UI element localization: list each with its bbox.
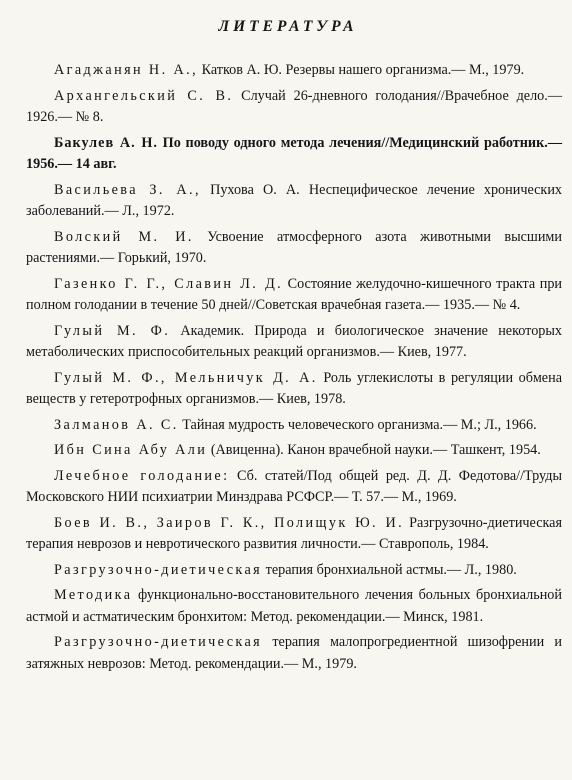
reference-author: Бакулев А. Н. xyxy=(54,134,158,151)
reference-text: Состояние желудочно-кишечного тракта при полном голодании в течение 50 дней//Советская врачебная газета.— 1935.— № 4. xyxy=(26,275,563,313)
reference-entry xyxy=(26,227,562,270)
reference-author: Залманов А. С. xyxy=(54,416,179,433)
reference-text: (Авиценна). Канон врачебной науки.— Ташкент, 1954. xyxy=(207,442,541,458)
reference-text: Усвоение атмосферного азота животными высшими растениями.— Горький, 1970. xyxy=(26,228,562,266)
reference-entry xyxy=(26,585,562,628)
reference-entry xyxy=(26,274,562,317)
reference-author: Ибн Сина Абу Али xyxy=(54,442,208,458)
reference-entry xyxy=(26,466,562,509)
reference-author: Разгрузочно-диетическая xyxy=(54,561,263,578)
reference-author: Волский М. И. xyxy=(54,228,194,245)
reference-text: терапия бронхиальной астмы.— Л., 1980. xyxy=(262,561,517,578)
reference-entry xyxy=(26,632,562,675)
reference-list xyxy=(26,60,562,675)
reference-entry xyxy=(26,415,562,437)
reference-author: Боев И. В., Заиров Г. К., Полищук Ю. И. xyxy=(54,514,405,531)
section-heading: ЛИТЕРАТУРА xyxy=(218,18,358,35)
reference-text: терапия малопрогредиентной шизофрении и затяжных неврозов: Метод. рекомендации.— М., 1979. xyxy=(26,634,562,672)
reference-entry xyxy=(26,180,562,223)
reference-entry xyxy=(26,440,562,462)
reference-entry xyxy=(26,60,562,82)
reference-entry xyxy=(26,321,562,364)
reference-author: Гулый М. Ф. xyxy=(54,322,171,339)
reference-text: Роль углекислоты в регуляции обмена веществ у гетеротрофных организмов.— Киев, 1978. xyxy=(26,369,562,407)
reference-author: Васильева З. А., xyxy=(54,181,201,198)
reference-author: Лечебное голодание: xyxy=(54,467,230,484)
reference-entry xyxy=(26,86,562,129)
reference-entry xyxy=(26,368,562,411)
reference-entry xyxy=(26,133,562,176)
reference-author: Архангельский С. В. xyxy=(54,87,234,104)
reference-text: Академик. Природа и биологическое значение некоторых метаболических приспособительных реакций организмов.— Киев, 1977. xyxy=(26,322,563,360)
reference-text: Случай 26-дневного голодания//Врачебное дело.— 1926.— № 8. xyxy=(26,87,563,125)
reference-author: Разгрузочно-диетическая xyxy=(54,634,263,650)
reference-author: Методика xyxy=(54,587,133,603)
reference-author: Гулый М. Ф., Мельничук Д. А. xyxy=(54,369,318,386)
reference-author: Агаджанян Н. А., xyxy=(54,62,199,78)
reference-entry xyxy=(26,560,562,582)
reference-text: Катков А. Ю. Резервы нашего организма.— М., 1979. xyxy=(198,62,525,78)
reference-text: функционально-восстановительного лечения больных бронхиальной астмой и астматическим бронхитом: Метод. рекомендации.— Минск, 1981. xyxy=(26,587,562,625)
reference-text: Пухова О. А. Неспецифическое лечение хронических заболеваний.— Л., 1972. xyxy=(26,181,562,219)
reference-text: Разгрузочно-диетическая терапия неврозов и невротического развития личности.— Ставрополь, 1984. xyxy=(26,514,563,552)
reference-entry xyxy=(26,513,562,556)
reference-text: По поводу одного метода лечения//Медицинский работник.— 1956.— 14 авг. xyxy=(26,134,563,172)
reference-text: Сб. статей/Под общей ред. Д. Д. Федотова//Труды Московского НИИ психиатрии Минздрава РСФСР.— Т. 57.— М., 1969. xyxy=(26,467,563,505)
reference-text: Тайная мудрость человеческого организма.— М.; Л., 1966. xyxy=(178,416,537,433)
reference-author: Газенко Г. Г., Славин Л. Д. xyxy=(54,275,284,292)
